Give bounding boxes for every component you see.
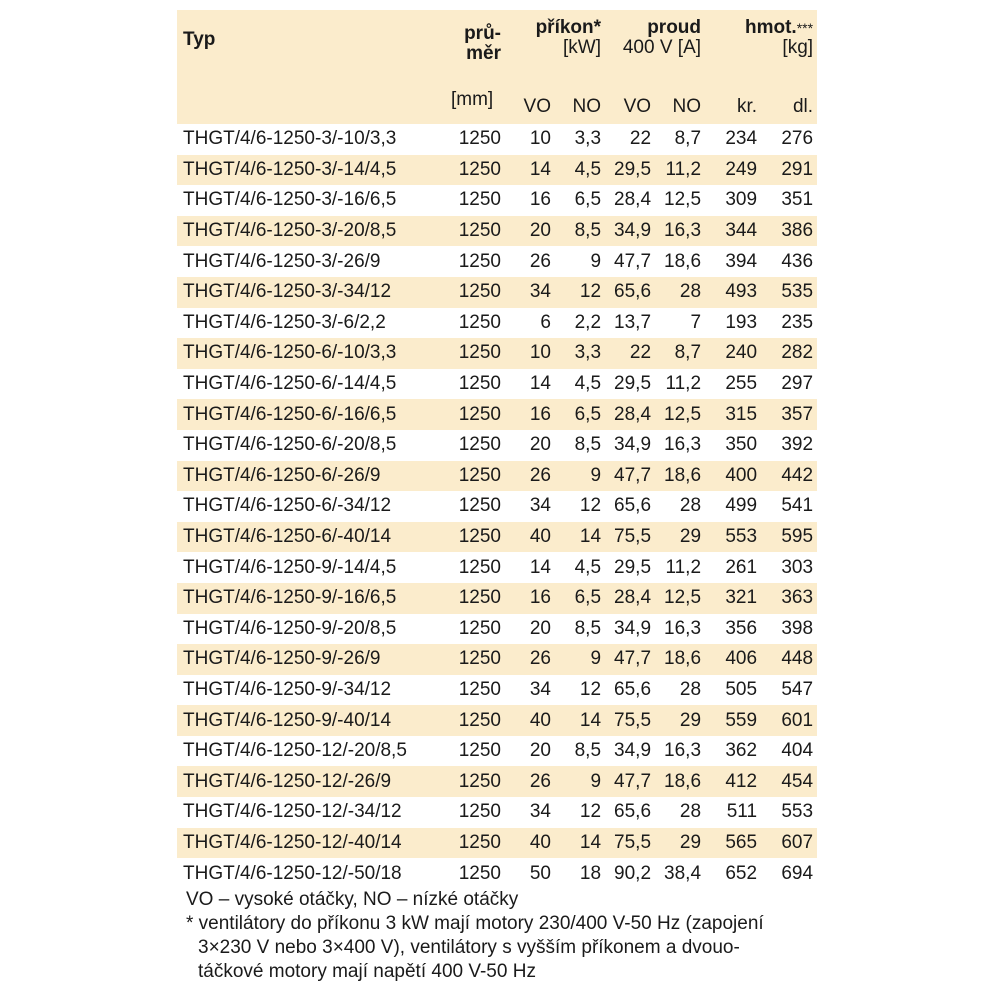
cell-prikon-no: 9 (555, 766, 605, 797)
cell-typ: THGT/4/6-1250-6/-20/8,5 (183, 434, 397, 456)
header-hmot-stars: *** (796, 20, 814, 36)
cell-hmot-kr: 505 (725, 678, 758, 700)
header-hmot (705, 10, 817, 90)
cell-prumer: 1250 (449, 828, 505, 859)
cell-proud-no: 7 (690, 311, 702, 333)
cell-hmot-dl: 386 (761, 216, 817, 247)
cell-prumer: 1250 (458, 128, 501, 150)
cell-proud-vo: 29,5 (605, 155, 655, 186)
footnote-legend: VO – vysoké otáčky, NO – nízké otáčky (186, 889, 519, 910)
cell-proud-vo: 47,7 (605, 644, 655, 675)
header-hmot-unit: [kg] (782, 37, 814, 58)
cell-typ: THGT/4/6-1250-12/-50/18 (183, 862, 402, 884)
header-prikon (505, 10, 605, 90)
cell-prumer: 1250 (458, 250, 501, 272)
table-row (177, 399, 817, 430)
cell-proud-no: 16,3 (664, 434, 702, 456)
cell-prikon-vo: 20 (529, 740, 551, 762)
cell-typ: THGT/4/6-1250-9/-14/4,5 (183, 556, 397, 578)
header-proud-unit: 400 V [A] (622, 37, 702, 58)
cell-hmot-dl: 535 (761, 277, 817, 308)
cell-proud-vo: 22 (605, 338, 655, 369)
cell-proud-no: 28 (679, 495, 702, 517)
cell-typ: THGT/4/6-1250-3/-16/6,5 (183, 189, 397, 211)
cell-proud-vo: 28,4 (605, 399, 655, 430)
cell-prikon-no: 6,5 (574, 189, 602, 211)
cell-hmot-dl: 282 (761, 338, 817, 369)
cell-hmot-kr: 499 (725, 495, 758, 517)
cell-proud-no: 28 (679, 678, 702, 700)
cell-proud-no: 16,3 (664, 740, 702, 762)
footnote-star-3: táčkové motory mají napětí 400 V-50 Hz (198, 961, 536, 982)
header-hmot-label: hmot. (744, 17, 797, 38)
cell-hmot-kr: 412 (705, 766, 761, 797)
header-typ: Typ (177, 10, 449, 90)
cell-proud-no: 29 (655, 705, 705, 736)
cell-proud-no: 18,6 (655, 461, 705, 492)
cell-prumer: 1250 (458, 495, 501, 517)
table-row (177, 858, 817, 889)
table-row (177, 246, 817, 277)
cell-prumer: 1250 (449, 399, 505, 430)
cell-typ: THGT/4/6-1250-3/-14/4,5 (177, 155, 449, 186)
cell-proud-no: 18,6 (655, 644, 705, 675)
cell-prikon-vo: 14 (505, 155, 555, 186)
cell-hmot-kr: 400 (705, 461, 761, 492)
cell-prikon-vo: 40 (505, 828, 555, 859)
header-prikon-unit: [kW] (563, 37, 602, 58)
cell-hmot-dl: 694 (781, 862, 814, 884)
table-row (177, 216, 817, 247)
table-row (177, 614, 817, 645)
cell-hmot-kr: 193 (725, 311, 758, 333)
cell-hmot-kr: 553 (705, 522, 761, 553)
cell-prikon-no: 9 (555, 644, 605, 675)
cell-proud-vo: 22 (629, 128, 652, 150)
table-body (177, 124, 817, 889)
cell-proud-vo: 34,9 (605, 216, 655, 247)
cell-hmot-dl: 454 (761, 766, 817, 797)
cell-typ: THGT/4/6-1250-9/-26/9 (177, 644, 449, 675)
cell-hmot-dl: 448 (761, 644, 817, 675)
table-row (177, 705, 817, 736)
cell-hmot-dl: 601 (761, 705, 817, 736)
cell-prikon-no: 12 (579, 678, 602, 700)
cell-typ: THGT/4/6-1250-3/-34/12 (177, 277, 449, 308)
table-row (177, 736, 817, 767)
cell-hmot-kr: 249 (705, 155, 761, 186)
cell-hmot-dl: 297 (781, 373, 814, 395)
cell-proud-no: 18,6 (655, 766, 705, 797)
cell-typ: THGT/4/6-1250-9/-34/12 (183, 678, 392, 700)
cell-prikon-vo: 26 (505, 766, 555, 797)
cell-proud-no: 8,7 (655, 338, 705, 369)
cell-prumer: 1250 (449, 583, 505, 614)
cell-proud-no: 12,5 (664, 189, 702, 211)
cell-prumer: 1250 (458, 862, 501, 884)
cell-prikon-no: 12 (579, 801, 602, 823)
cell-prikon-no: 12 (579, 495, 602, 517)
cell-typ: THGT/4/6-1250-9/-40/14 (177, 705, 449, 736)
cell-proud-vo: 34,9 (614, 434, 652, 456)
cell-prikon-vo: 34 (529, 495, 551, 517)
cell-prikon-no: 6,5 (555, 583, 605, 614)
cell-prikon-no: 14 (555, 828, 605, 859)
cell-prikon-no: 2,2 (574, 311, 602, 333)
header-hmot-label-wrap (705, 18, 813, 38)
cell-prumer: 1250 (458, 434, 501, 456)
cell-hmot-dl: 357 (761, 399, 817, 430)
table-row (177, 430, 817, 461)
cell-prikon-vo: 16 (505, 583, 555, 614)
cell-hmot-kr: 240 (705, 338, 761, 369)
cell-proud-no: 11,2 (655, 155, 705, 186)
header-proud-label: proud (647, 17, 702, 38)
cell-prumer: 1250 (458, 556, 501, 578)
cell-typ: THGT/4/6-1250-9/-16/6,5 (177, 583, 449, 614)
cell-prikon-no: 4,5 (574, 373, 602, 395)
cell-proud-no: 16,3 (655, 216, 705, 247)
cell-hmot-dl: 547 (781, 678, 814, 700)
cell-prumer: 1250 (458, 617, 501, 639)
cell-hmot-dl: 392 (781, 434, 814, 456)
cell-prikon-vo: 40 (505, 522, 555, 553)
cell-hmot-dl: 276 (781, 128, 814, 150)
cell-proud-vo: 65,6 (614, 495, 652, 517)
cell-prikon-vo: 34 (529, 801, 551, 823)
cell-prumer: 1250 (449, 766, 505, 797)
cell-hmot-dl: 351 (781, 189, 814, 211)
cell-proud-no: 11,2 (665, 373, 702, 395)
cell-hmot-dl: 541 (781, 495, 814, 517)
cell-hmot-dl: 303 (781, 556, 814, 578)
cell-hmot-kr: 234 (725, 128, 758, 150)
cell-typ: THGT/4/6-1250-3/-20/8,5 (177, 216, 449, 247)
header-dl: dl. (761, 90, 817, 124)
cell-prumer: 1250 (458, 373, 501, 395)
cell-typ: THGT/4/6-1250-3/-6/2,2 (183, 311, 386, 333)
header-no-2: NO (655, 90, 705, 124)
cell-hmot-kr: 652 (725, 862, 758, 884)
cell-proud-vo: 75,5 (605, 522, 655, 553)
cell-proud-no: 12,5 (655, 399, 705, 430)
cell-hmot-kr: 261 (725, 556, 758, 578)
cell-prikon-vo: 34 (505, 277, 555, 308)
cell-typ: THGT/4/6-1250-6/-10/3,3 (177, 338, 449, 369)
table-row (177, 369, 817, 400)
cell-prumer: 1250 (449, 461, 505, 492)
cell-prikon-vo: 26 (529, 250, 551, 272)
footnote-star-2: 3×230 V nebo 3×400 V), ventilátory s vyšším příkonem a dvouo- (198, 937, 740, 958)
cell-prumer: 1250 (458, 189, 501, 211)
cell-hmot-kr: 511 (726, 801, 758, 823)
cell-hmot-kr: 344 (705, 216, 761, 247)
header-vo-1: VO (505, 90, 555, 124)
cell-proud-vo: 29,5 (614, 373, 652, 395)
cell-hmot-dl: 553 (781, 801, 814, 823)
cell-typ: THGT/4/6-1250-12/-40/14 (177, 828, 449, 859)
cell-prikon-no: 8,5 (574, 434, 602, 456)
cell-proud-vo: 34,9 (614, 617, 652, 639)
cell-proud-no: 28 (679, 801, 702, 823)
cell-typ: THGT/4/6-1250-3/-10/3,3 (183, 128, 397, 150)
footnotes (186, 888, 826, 984)
cell-proud-no: 11,2 (665, 556, 702, 578)
header-vo-2: VO (605, 90, 655, 124)
cell-typ: THGT/4/6-1250-6/-34/12 (183, 495, 392, 517)
cell-typ: THGT/4/6-1250-6/-14/4,5 (183, 373, 397, 395)
table-row (177, 828, 817, 859)
cell-hmot-dl: 404 (781, 740, 814, 762)
cell-typ: THGT/4/6-1250-12/-34/12 (183, 801, 402, 823)
cell-hmot-kr: 321 (705, 583, 761, 614)
cell-hmot-kr: 350 (725, 434, 758, 456)
cell-prikon-vo: 26 (505, 461, 555, 492)
cell-prikon-vo: 26 (505, 644, 555, 675)
cell-prikon-no: 14 (555, 705, 605, 736)
cell-prikon-vo: 20 (529, 617, 551, 639)
table-row (177, 522, 817, 553)
cell-prikon-vo: 50 (529, 862, 551, 884)
cell-hmot-dl: 595 (761, 522, 817, 553)
cell-prikon-no: 4,5 (574, 556, 602, 578)
cell-prumer: 1250 (458, 801, 501, 823)
cell-proud-vo: 47,7 (614, 250, 652, 272)
cell-prumer: 1250 (458, 740, 501, 762)
cell-prikon-no: 8,5 (574, 740, 602, 762)
cell-proud-vo: 65,6 (605, 277, 655, 308)
cell-prikon-vo: 16 (529, 189, 551, 211)
cell-typ: THGT/4/6-1250-12/-20/8,5 (183, 740, 407, 762)
cell-proud-no: 29 (655, 522, 705, 553)
table-row (177, 583, 817, 614)
cell-hmot-dl: 398 (781, 617, 814, 639)
cell-proud-no: 16,3 (664, 617, 702, 639)
cell-proud-vo: 13,7 (614, 311, 652, 333)
cell-hmot-kr: 406 (705, 644, 761, 675)
table-row (177, 277, 817, 308)
cell-hmot-dl: 436 (781, 250, 814, 272)
footnote-star-1: * ventilátory do příkonu 3 kW mají motory 230/400 V-50 Hz (zapojení (186, 913, 764, 934)
cell-typ: THGT/4/6-1250-6/-26/9 (177, 461, 449, 492)
cell-hmot-kr: 559 (705, 705, 761, 736)
header-no-1: NO (555, 90, 605, 124)
cell-prikon-no: 8,5 (574, 617, 602, 639)
table-row (177, 338, 817, 369)
header-prumer-line2: měr (466, 43, 501, 64)
cell-hmot-kr: 362 (725, 740, 758, 762)
cell-hmot-kr: 315 (705, 399, 761, 430)
cell-prikon-vo: 16 (505, 399, 555, 430)
cell-prikon-vo: 14 (529, 373, 551, 395)
cell-prumer: 1250 (449, 522, 505, 553)
table-row (177, 124, 817, 155)
cell-typ: THGT/4/6-1250-3/-26/9 (183, 250, 381, 272)
header-proud (605, 10, 705, 90)
cell-prikon-no: 3,3 (574, 128, 602, 150)
cell-hmot-kr: 565 (705, 828, 761, 859)
cell-prikon-vo: 6 (540, 311, 551, 333)
cell-typ: THGT/4/6-1250-6/-40/14 (177, 522, 449, 553)
spec-table-container (177, 10, 817, 889)
cell-typ: THGT/4/6-1250-12/-26/9 (177, 766, 449, 797)
header-kr: kr. (705, 90, 761, 124)
cell-hmot-dl: 291 (761, 155, 817, 186)
cell-hmot-dl: 442 (761, 461, 817, 492)
cell-prikon-no: 12 (555, 277, 605, 308)
cell-proud-vo: 34,9 (614, 740, 652, 762)
table-row (177, 766, 817, 797)
cell-prikon-vo: 20 (529, 434, 551, 456)
cell-prikon-no: 3,3 (555, 338, 605, 369)
table-row (177, 797, 817, 828)
table-row (177, 461, 817, 492)
cell-prumer: 1250 (449, 644, 505, 675)
cell-hmot-kr: 255 (725, 373, 758, 395)
cell-hmot-kr: 394 (725, 250, 758, 272)
cell-prikon-no: 8,5 (555, 216, 605, 247)
cell-proud-vo: 90,2 (614, 862, 652, 884)
cell-prikon-no: 9 (555, 461, 605, 492)
cell-prikon-no: 9 (590, 250, 602, 272)
cell-prumer: 1250 (449, 216, 505, 247)
cell-proud-vo: 65,6 (614, 678, 652, 700)
cell-hmot-dl: 235 (781, 311, 814, 333)
cell-hmot-dl: 363 (761, 583, 817, 614)
cell-prikon-vo: 14 (529, 556, 551, 578)
cell-proud-vo: 28,4 (614, 189, 652, 211)
table-header (177, 10, 817, 124)
cell-prikon-vo: 10 (505, 338, 555, 369)
cell-prumer: 1250 (449, 705, 505, 736)
cell-prikon-vo: 40 (505, 705, 555, 736)
cell-proud-vo: 29,5 (614, 556, 652, 578)
cell-prikon-vo: 20 (505, 216, 555, 247)
cell-prikon-vo: 34 (529, 678, 551, 700)
table-row (177, 644, 817, 675)
cell-proud-no: 29 (655, 828, 705, 859)
cell-prikon-vo: 10 (529, 128, 551, 150)
cell-proud-vo: 75,5 (605, 828, 655, 859)
cell-proud-no: 38,4 (664, 862, 702, 884)
cell-hmot-kr: 309 (725, 189, 758, 211)
cell-proud-vo: 28,4 (605, 583, 655, 614)
cell-hmot-dl: 607 (761, 828, 817, 859)
header-prumer-line1: prů- (464, 23, 501, 44)
table-row (177, 308, 817, 339)
cell-prikon-no: 6,5 (555, 399, 605, 430)
header-prumer (449, 10, 505, 90)
table-row (177, 491, 817, 522)
cell-proud-no: 18,6 (664, 250, 702, 272)
cell-hmot-kr: 493 (705, 277, 761, 308)
header-prumer-unit: [mm] (449, 90, 505, 124)
cell-prikon-no: 18 (579, 862, 602, 884)
cell-proud-no: 12,5 (655, 583, 705, 614)
cell-proud-vo: 47,7 (605, 766, 655, 797)
cell-prumer: 1250 (449, 155, 505, 186)
cell-prikon-no: 4,5 (555, 155, 605, 186)
cell-prikon-no: 14 (555, 522, 605, 553)
cell-prumer: 1250 (458, 678, 501, 700)
cell-proud-vo: 47,7 (605, 461, 655, 492)
table-row (177, 185, 817, 216)
cell-typ: THGT/4/6-1250-9/-20/8,5 (183, 617, 397, 639)
cell-proud-vo: 65,6 (614, 801, 652, 823)
cell-proud-vo: 75,5 (605, 705, 655, 736)
table-row (177, 675, 817, 706)
spec-table (177, 10, 817, 889)
cell-proud-no: 28 (655, 277, 705, 308)
header-prikon-label: příkon* (535, 17, 602, 38)
cell-hmot-kr: 356 (725, 617, 758, 639)
cell-prumer: 1250 (449, 338, 505, 369)
cell-proud-no: 8,7 (674, 128, 702, 150)
table-row (177, 155, 817, 186)
cell-prumer: 1250 (449, 277, 505, 308)
cell-prumer: 1250 (458, 311, 501, 333)
cell-typ: THGT/4/6-1250-6/-16/6,5 (177, 399, 449, 430)
table-row (177, 552, 817, 583)
